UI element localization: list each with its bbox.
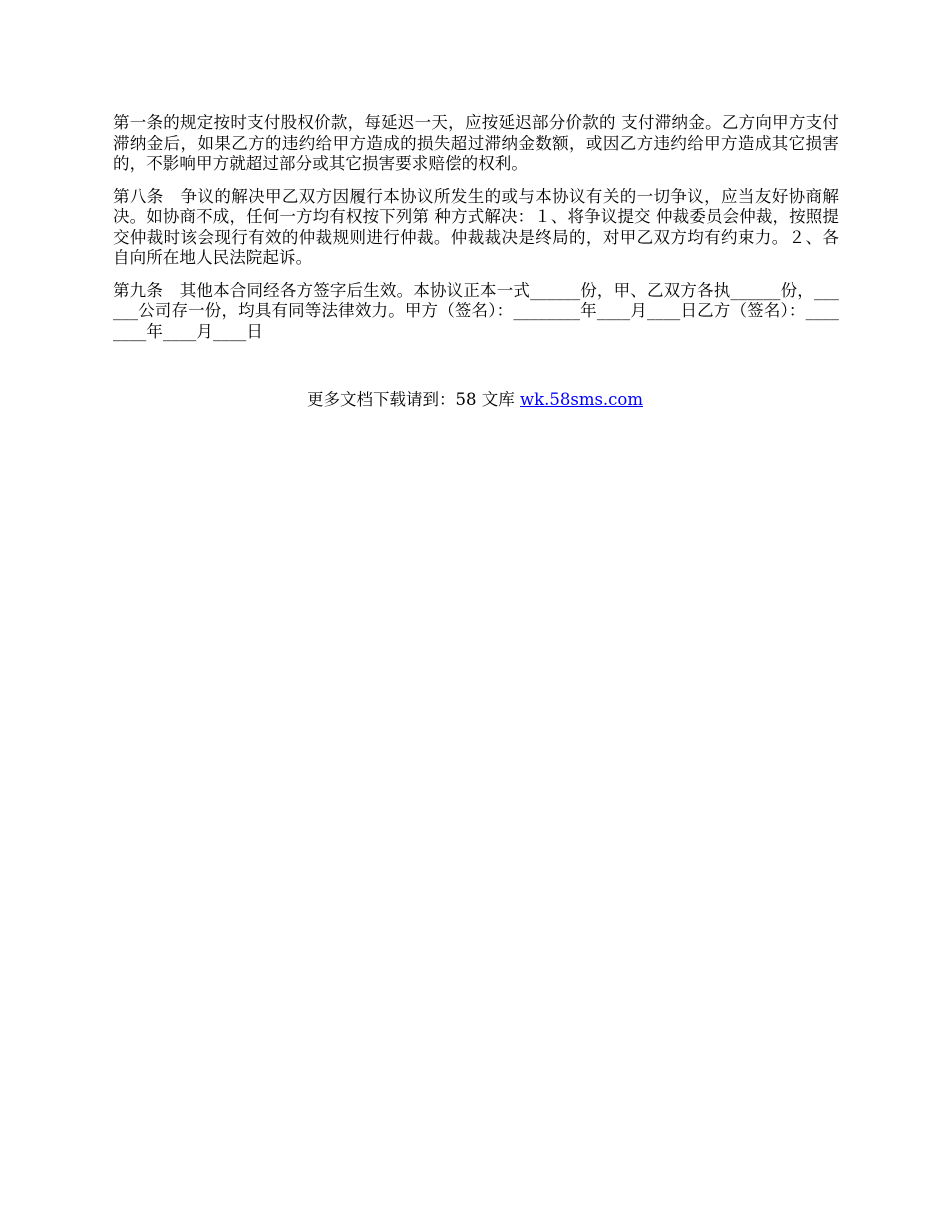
footer-link[interactable]: wk.58sms.com <box>519 390 643 409</box>
paragraph-article-1-continued: 第一条的规定按时支付股权价款，每延迟一天，应按延迟部分价款的 支付滞纳金。乙方向甲方支付滞纳金后，如果乙方的违约给甲方造成的损失超过滞纳金数额，或因乙方违约给甲方造成其它损害的，不影响甲方就超过部分或其它损害要求赔偿的权利。 <box>113 113 839 173</box>
footer-text: 更多文档下载请到：58 文库 <box>306 390 520 409</box>
footer-download-note <box>0 389 950 411</box>
paragraph-article-8: 第八条 争议的解决甲乙双方因履行本协议所发生的或与本协议有关的一切争议，应当友好协商解决。如协商不成，任何一方均有权按下列第 种方式解决：１、将争议提交 仲裁委员会仲裁，按照提交仲裁时该会现行有效的仲裁规则进行仲裁。仲裁裁决是终局的，对甲乙双方均有约束力。２、各自向所在地人民法院起诉。 <box>113 186 839 267</box>
document-body <box>113 113 839 354</box>
paragraph-article-9: 第九条 其他本合同经各方签字后生效。本协议正本一式______份，甲、乙双方各执______份，______公司存一份，均具有同等法律效力。甲方（签名）：________年____月____日乙方（签名）：________年____月____日 <box>113 280 839 341</box>
